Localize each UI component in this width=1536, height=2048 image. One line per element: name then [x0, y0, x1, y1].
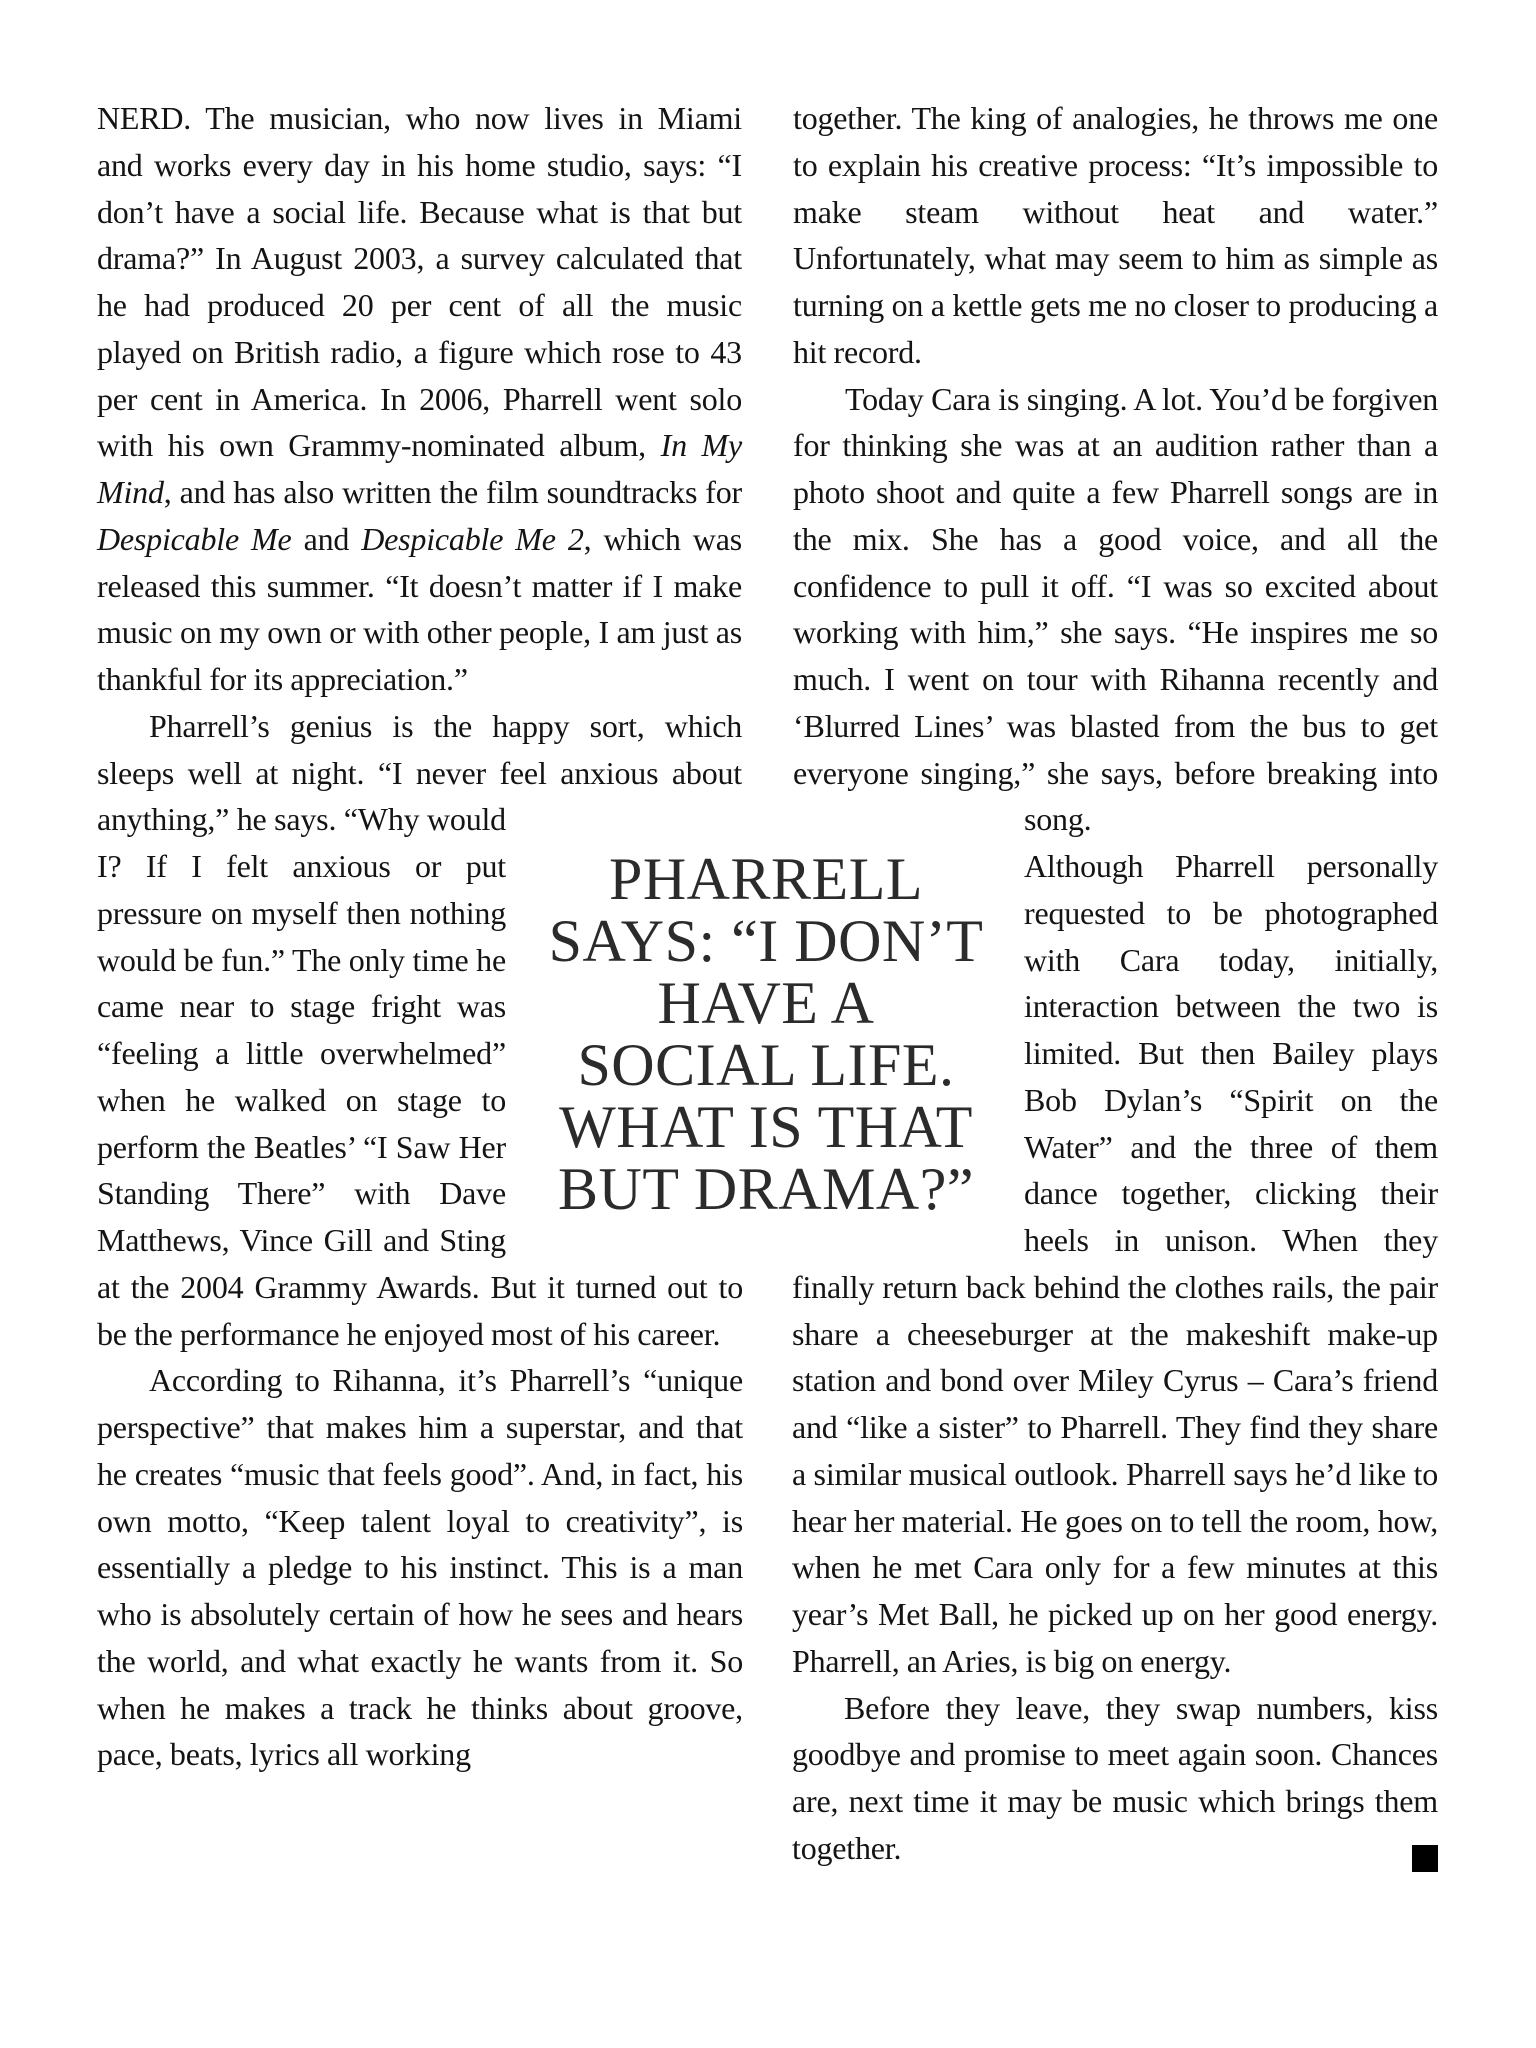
pull-quote-line: WHAT IS THAT [559, 1094, 973, 1160]
pull-quote-line: SOCIAL LIFE. [577, 1032, 955, 1098]
paragraph-right-2: Today Cara is singing. A lot. You’d be forgiven for thinking she was at an audition rather than a photo shoot and quite a few Pharrell songs are in the mix. She has a good voice, and all the confidence to pull it off. “I was so excited about working with him,” she says. “He inspires me so much. I went on tour with Rihanna recently and ‘Blurred Lines’ was blasted from the bus to get everyone singing,” she says, before breaking into song. [793, 380, 1438, 838]
paragraph-left-1: NERD. The musician, who now lives in Miami and works every day in his home studio, says: “I don’t have a social life. Because what is that but drama?” In August 2003, a survey calculated that he had produced 20 per cent of all the music played on British radio, a figure which rose to 43 per cent in America. In 2006, Pharrell went solo with his own Grammy-nominated album, In My Mind, and has also written the film soundtracks for Despicable Me and Despicable Me 2, which was released this summer. “It doesn’t matter if I make music on my own or with other people, I am just as thankful for its appreciation.” [97, 100, 742, 697]
pull-quote-line: SAYS: “I DON’T [548, 908, 984, 974]
article-end-mark-icon [1412, 1845, 1438, 1872]
text-wrap-spacer [742, 95, 743, 842]
paragraph-left-3: According to Rihanna, it’s Pharrell’s “unique perspective” that makes him a superstar, and that he creates “music that feels good”. And, in fact, his own motto, “Keep talent loyal to creativity”, is essentially a pledge to his instinct. This is a man who is absolutely certain of how he sees and hears the world, and what exactly he wants from it. So when he makes a track he thinks about groove, pace, beats, lyrics all working [97, 1362, 743, 1773]
paragraph-right-4: Before they leave, they swap numbers, kiss goodbye and promise to meet again soon. Chances are, next time it may be music which brings them together. [792, 1689, 1438, 1866]
paragraph-right-3: Although Pharrell personally requested to be photographed with Cara today, initially, interaction between the two is limited. But then Bailey plays Bob Dylan’s “Spirit on the Water” and the three of them dance together, clicking their heels in unison. When they finally return back behind the clothes rails, the pair share a cheeseburger at the makeshift make-up station and bond over Miley Cyrus – Cara’s friend and “like a sister” to Pharrell. They find they share a similar musical outlook. Pharrell says he’d like to hear her material. He goes on to tell the room, how, when he met Cara only for a few minutes at this year’s Met Ball, he picked up on her good energy. Pharrell, an Aries, is big on energy. [792, 848, 1438, 1679]
pull-quote [500, 848, 1032, 1220]
pull-quote-line: HAVE A [657, 970, 875, 1036]
pull-quote-line: PHARRELL [608, 846, 924, 912]
paragraph-right-1: together. The king of analogies, he throws me one to explain his creative process: “It’s impossible to make steam without heat and water.” Unfortunately, what may seem to him as simple as turning on a kettle gets me no closer to producing a hit record. [793, 100, 1438, 370]
pull-quote-line: BUT DRAMA?” [557, 1156, 975, 1222]
paragraph-left-2: Pharrell’s genius is the happy sort, which sleeps well at night. “I never feel anxious about anything,” he says. “Why would I? If I felt anxious or put pressure on myself then nothing would be fun.” The only time he came near to stage fright was “feeling a little overwhelmed” when he walked on stage to perform the Beatles’ “I Saw Her Standing There” with Dave Matthews, Vince Gill and Sting at the 2004 Grammy Awards. But it turned out to be the performance he enjoyed most of his career. [97, 707, 743, 1352]
